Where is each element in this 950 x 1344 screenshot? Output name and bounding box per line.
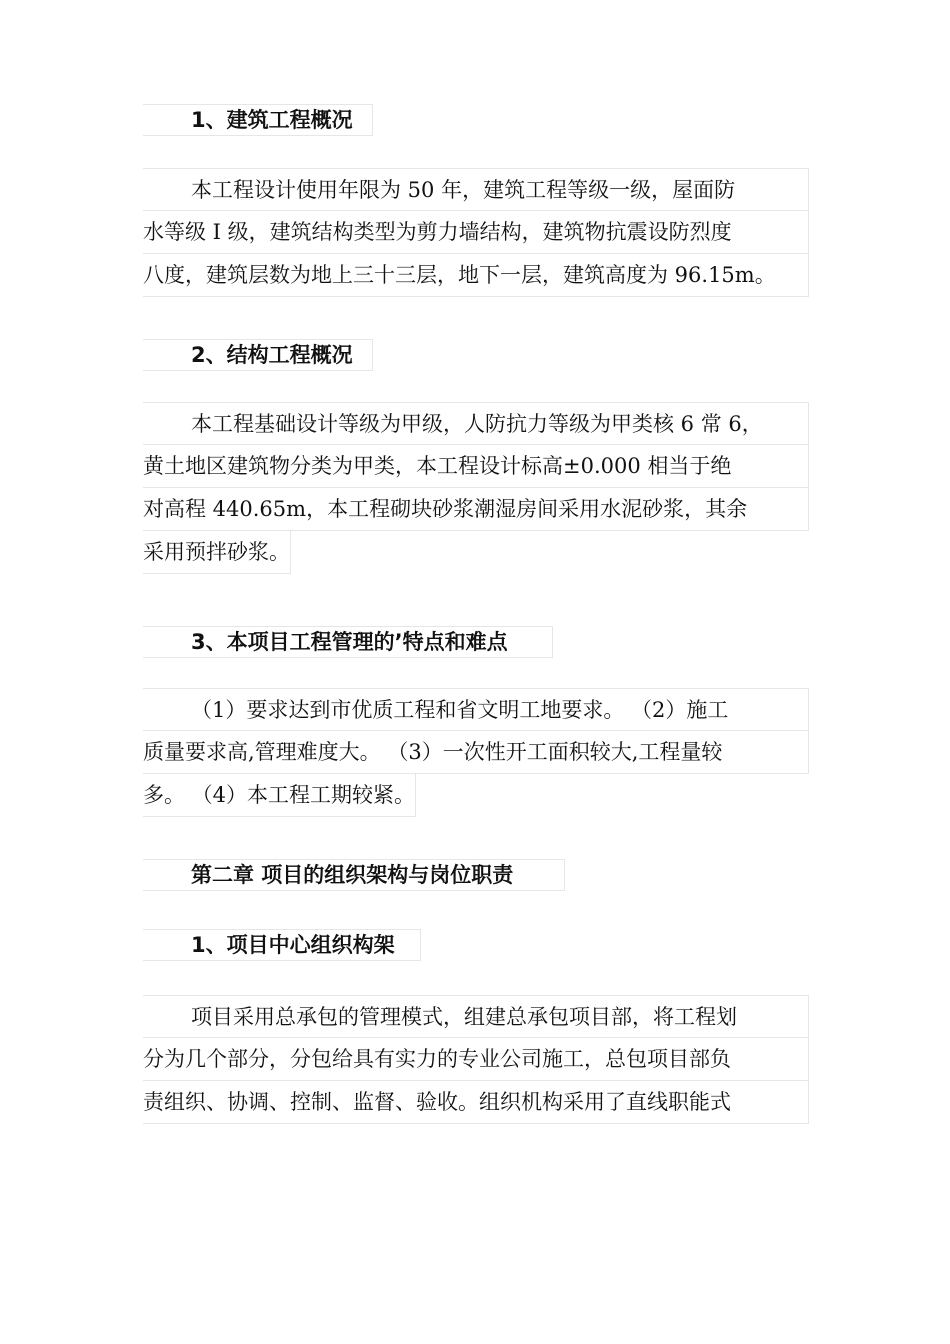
paragraph-building-overview: [143, 168, 809, 297]
paragraph-line: （1）要求达到市优质工程和省文明工地要求。 （2）施工: [143, 688, 809, 731]
paragraph-line: 八度，建筑层数为地上三十三层，地下一层，建筑高度为 96.15m。: [143, 254, 809, 297]
paragraph-structure-overview: [143, 402, 809, 589]
paragraph-line: 采用预拌砂浆。: [143, 531, 291, 574]
section-heading-org-structure: 1、项目中心组织构架: [143, 929, 421, 961]
paragraph-line: 对高程 440.65m，本工程砌块砂浆潮湿房间采用水泥砂浆，其余: [143, 488, 809, 531]
paragraph-line: 本工程设计使用年限为 50 年，建筑工程等级一级，屋面防: [143, 168, 809, 211]
paragraph-line: 分为几个部分，分包给具有实力的专业公司施工，总包项目部负: [143, 1038, 809, 1081]
paragraph-line: 责组织、协调、控制、监督、验收。组织机构采用了直线职能式: [143, 1081, 809, 1124]
paragraph-line: 水等级 I 级，建筑结构类型为剪力墙结构，建筑物抗震设防烈度: [143, 211, 809, 254]
chapter-heading-organization: 第二章 项目的组织架构与岗位职责: [143, 859, 565, 891]
section-heading-structure-overview: 2、结构工程概况: [143, 339, 373, 371]
paragraph-line: 黄土地区建筑物分类为甲类，本工程设计标高±0.000 相当于绝: [143, 445, 809, 488]
paragraph-org-structure: [143, 995, 809, 1124]
paragraph-line: 质量要求高,管理难度大。 （3）一次性开工面积较大,工程量较: [143, 731, 809, 774]
paragraph-features-difficulties: [143, 688, 809, 832]
paragraph-line: 项目采用总承包的管理模式，组建总承包项目部，将工程划: [143, 995, 809, 1038]
section-heading-features-difficulties: 3、本项目工程管理的’特点和难点: [143, 626, 553, 658]
paragraph-line: 多。 （4）本工程工期较紧。: [143, 774, 416, 817]
paragraph-line: 本工程基础设计等级为甲级，人防抗力等级为甲类核 6 常 6，: [143, 402, 809, 445]
section-heading-building-overview: 1、建筑工程概况: [143, 104, 373, 136]
